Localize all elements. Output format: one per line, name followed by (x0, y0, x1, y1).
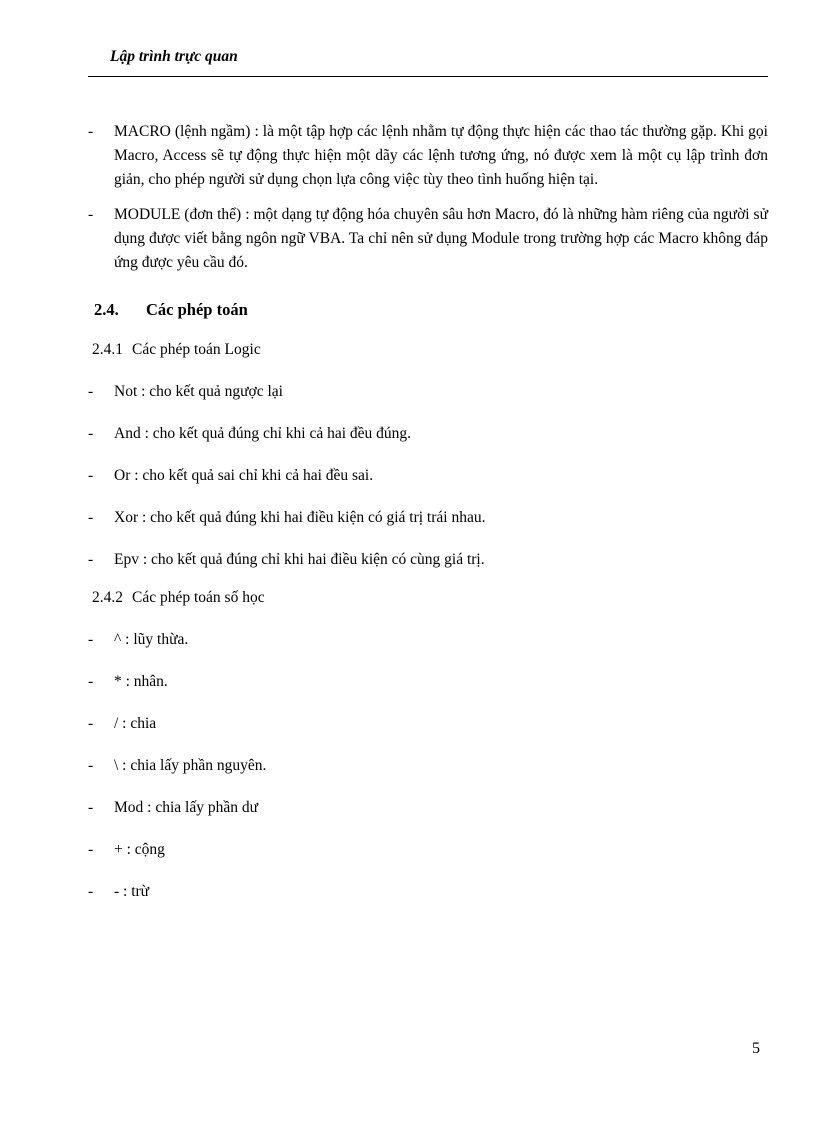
list-item (88, 796, 768, 820)
subsection-number: 2.4.2 (92, 589, 123, 606)
bullet-dash: - (88, 757, 94, 774)
list-item (88, 380, 768, 404)
page-number: 5 (752, 1040, 760, 1057)
list-item (88, 712, 768, 736)
paragraph-module (88, 203, 768, 275)
list-item (88, 548, 768, 572)
list-item-text: Epv : cho kết quả đúng chỉ khi hai điều kiện có cùng giá trị. (114, 551, 485, 568)
section-title: Các phép toán (146, 300, 248, 319)
subsection-title: Các phép toán Logic (132, 341, 261, 358)
bullet-dash: - (88, 467, 94, 484)
bullet-dash: - (88, 841, 94, 858)
list-item-text: Mod : chia lấy phần dư (114, 799, 258, 816)
paragraph-text: MODULE (đơn thể) : một dạng tự động hóa chuyên sâu hơn Macro, đó là những hàm riêng của người sử dụng được viết bằng ngôn ngữ VBA. Ta chỉ nên sử dụng Module trong trường hợp các Macro không đáp ứng được yêu cầu đó. (114, 206, 768, 271)
bullet-dash: - (88, 123, 94, 140)
subsection-title: Các phép toán số học (132, 589, 265, 606)
list-item (88, 464, 768, 488)
list-item (88, 670, 768, 694)
bullet-dash: - (88, 509, 94, 526)
section-heading (88, 296, 768, 324)
paragraph-text: MACRO (lệnh ngầm) : là một tập hợp các lệnh nhằm tự động thực hiện các thao tác thường gặp. Khi gọi Macro, Access sẽ tự động thực hiện một dãy các lệnh tương ứng, nó được xem là một cụ lập trình đơn giản, cho phép người sử dụng chọn lựa công việc tùy theo tình huống hiện tại. (114, 123, 768, 188)
list-item (88, 506, 768, 530)
section-number: 2.4. (94, 300, 119, 319)
list-item-text: Or : cho kết quả sai chỉ khi cả hai đều sai. (114, 467, 374, 484)
list-item-text: - : trừ (114, 883, 150, 900)
bullet-dash: - (88, 551, 94, 568)
list-item-text: * : nhân. (114, 673, 168, 690)
subsection-number: 2.4.1 (92, 341, 123, 358)
subsection-heading-arith (88, 586, 768, 610)
bullet-dash: - (88, 799, 94, 816)
page-content (88, 120, 768, 904)
list-item (88, 628, 768, 652)
bullet-dash: - (88, 715, 94, 732)
subsection-heading-logic (88, 338, 768, 362)
list-item (88, 422, 768, 446)
list-item-text: And : cho kết quả đúng chỉ khi cả hai đều đúng. (114, 425, 412, 442)
list-item (88, 754, 768, 778)
bullet-dash: - (88, 673, 94, 690)
header-title: Lập trình trực quan (110, 48, 238, 65)
paragraph-macro (88, 120, 768, 192)
list-item (88, 838, 768, 862)
list-item-text: / : chia (114, 715, 157, 732)
list-item-text: ^ : lũy thừa. (114, 631, 189, 648)
list-item (88, 880, 768, 904)
bullet-dash: - (88, 883, 94, 900)
bullet-dash: - (88, 425, 94, 442)
bullet-dash: - (88, 631, 94, 648)
bullet-dash: - (88, 206, 94, 223)
bullet-dash: - (88, 383, 94, 400)
list-item-text: Xor : cho kết quả đúng khi hai điều kiện có giá trị trái nhau. (114, 509, 486, 526)
page-header (88, 44, 768, 77)
list-item-text: + : cộng (114, 841, 165, 858)
list-item-text: \ : chia lấy phần nguyên. (114, 757, 267, 774)
list-item-text: Not : cho kết quả ngược lại (114, 383, 283, 400)
